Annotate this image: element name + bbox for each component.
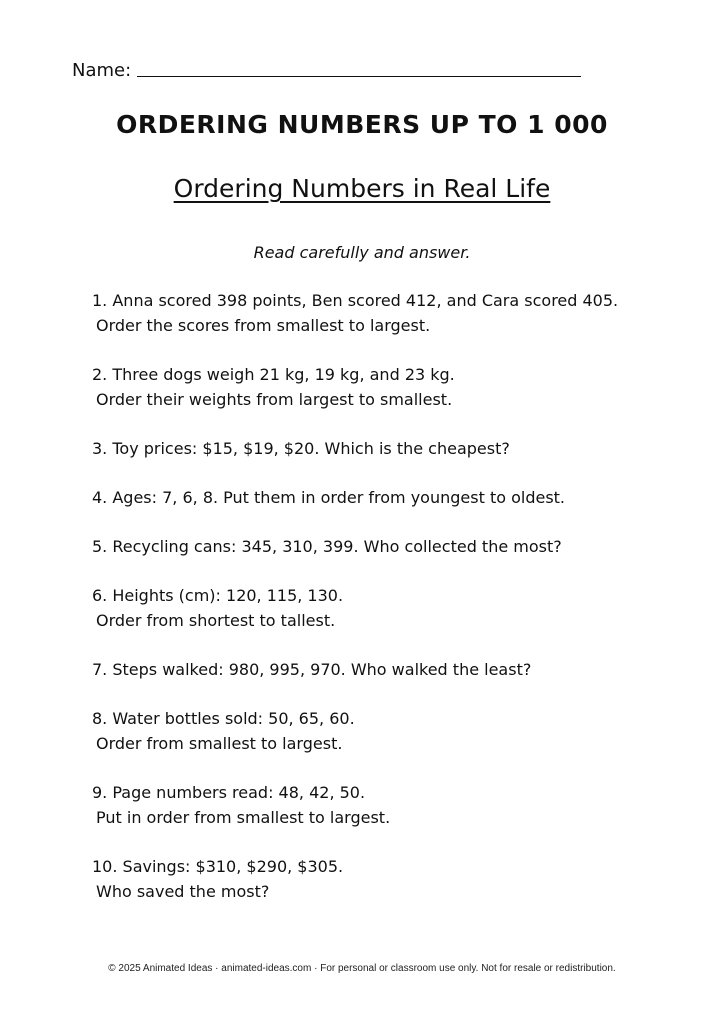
question-text: 3. Toy prices: $15, $19, $20. Which is the cheapest? — [92, 439, 510, 458]
question-text: 6. Heights (cm): 120, 115, 130. — [92, 586, 344, 605]
name-field — [72, 60, 581, 81]
question-item — [92, 854, 672, 904]
question-subtext: Put in order from smallest to largest. — [96, 808, 391, 827]
question-subtext: Order their weights from largest to smallest. — [96, 390, 453, 409]
question-item — [92, 362, 672, 412]
question-text: 7. Steps walked: 980, 995, 970. Who walked the least? — [92, 660, 532, 679]
question-text: 5. Recycling cans: 345, 310, 399. Who collected the most? — [92, 537, 562, 556]
question-item — [92, 534, 672, 559]
worksheet-title: ORDERING NUMBERS UP TO 1 000 — [116, 110, 608, 139]
question-text: 9. Page numbers read: 48, 42, 50. — [92, 783, 366, 802]
question-subtext: Who saved the most? — [96, 882, 270, 901]
name-blank-line[interactable] — [137, 75, 581, 77]
question-item — [92, 780, 672, 830]
question-item — [92, 583, 672, 633]
question-text: 4. Ages: 7, 6, 8. Put them in order from youngest to oldest. — [92, 488, 566, 507]
name-label: Name: — [72, 60, 132, 81]
question-item — [92, 436, 672, 461]
copyright-footer: © 2025 Animated Ideas · animated-ideas.com · For personal or classroom use only. Not for resale or redistribution. — [108, 963, 616, 974]
question-item — [92, 657, 672, 682]
question-subtext: Order from smallest to largest. — [96, 734, 343, 753]
question-item — [92, 288, 672, 338]
worksheet-subtitle: Ordering Numbers in Real Life — [173, 174, 551, 203]
question-text: 2. Three dogs weigh 21 kg, 19 kg, and 23 kg. — [92, 365, 455, 384]
question-item — [92, 706, 672, 756]
question-subtext: Order from shortest to tallest. — [96, 611, 336, 630]
question-text: 10. Savings: $310, $290, $305. — [92, 857, 344, 876]
question-list — [92, 288, 672, 928]
question-item — [92, 485, 672, 510]
question-subtext: Order the scores from smallest to largest. — [96, 316, 431, 335]
question-text: 1. Anna scored 398 points, Ben scored 412, and Cara scored 405. — [92, 291, 619, 310]
question-text: 8. Water bottles sold: 50, 65, 60. — [92, 709, 355, 728]
instruction-text: Read carefully and answer. — [253, 243, 471, 262]
